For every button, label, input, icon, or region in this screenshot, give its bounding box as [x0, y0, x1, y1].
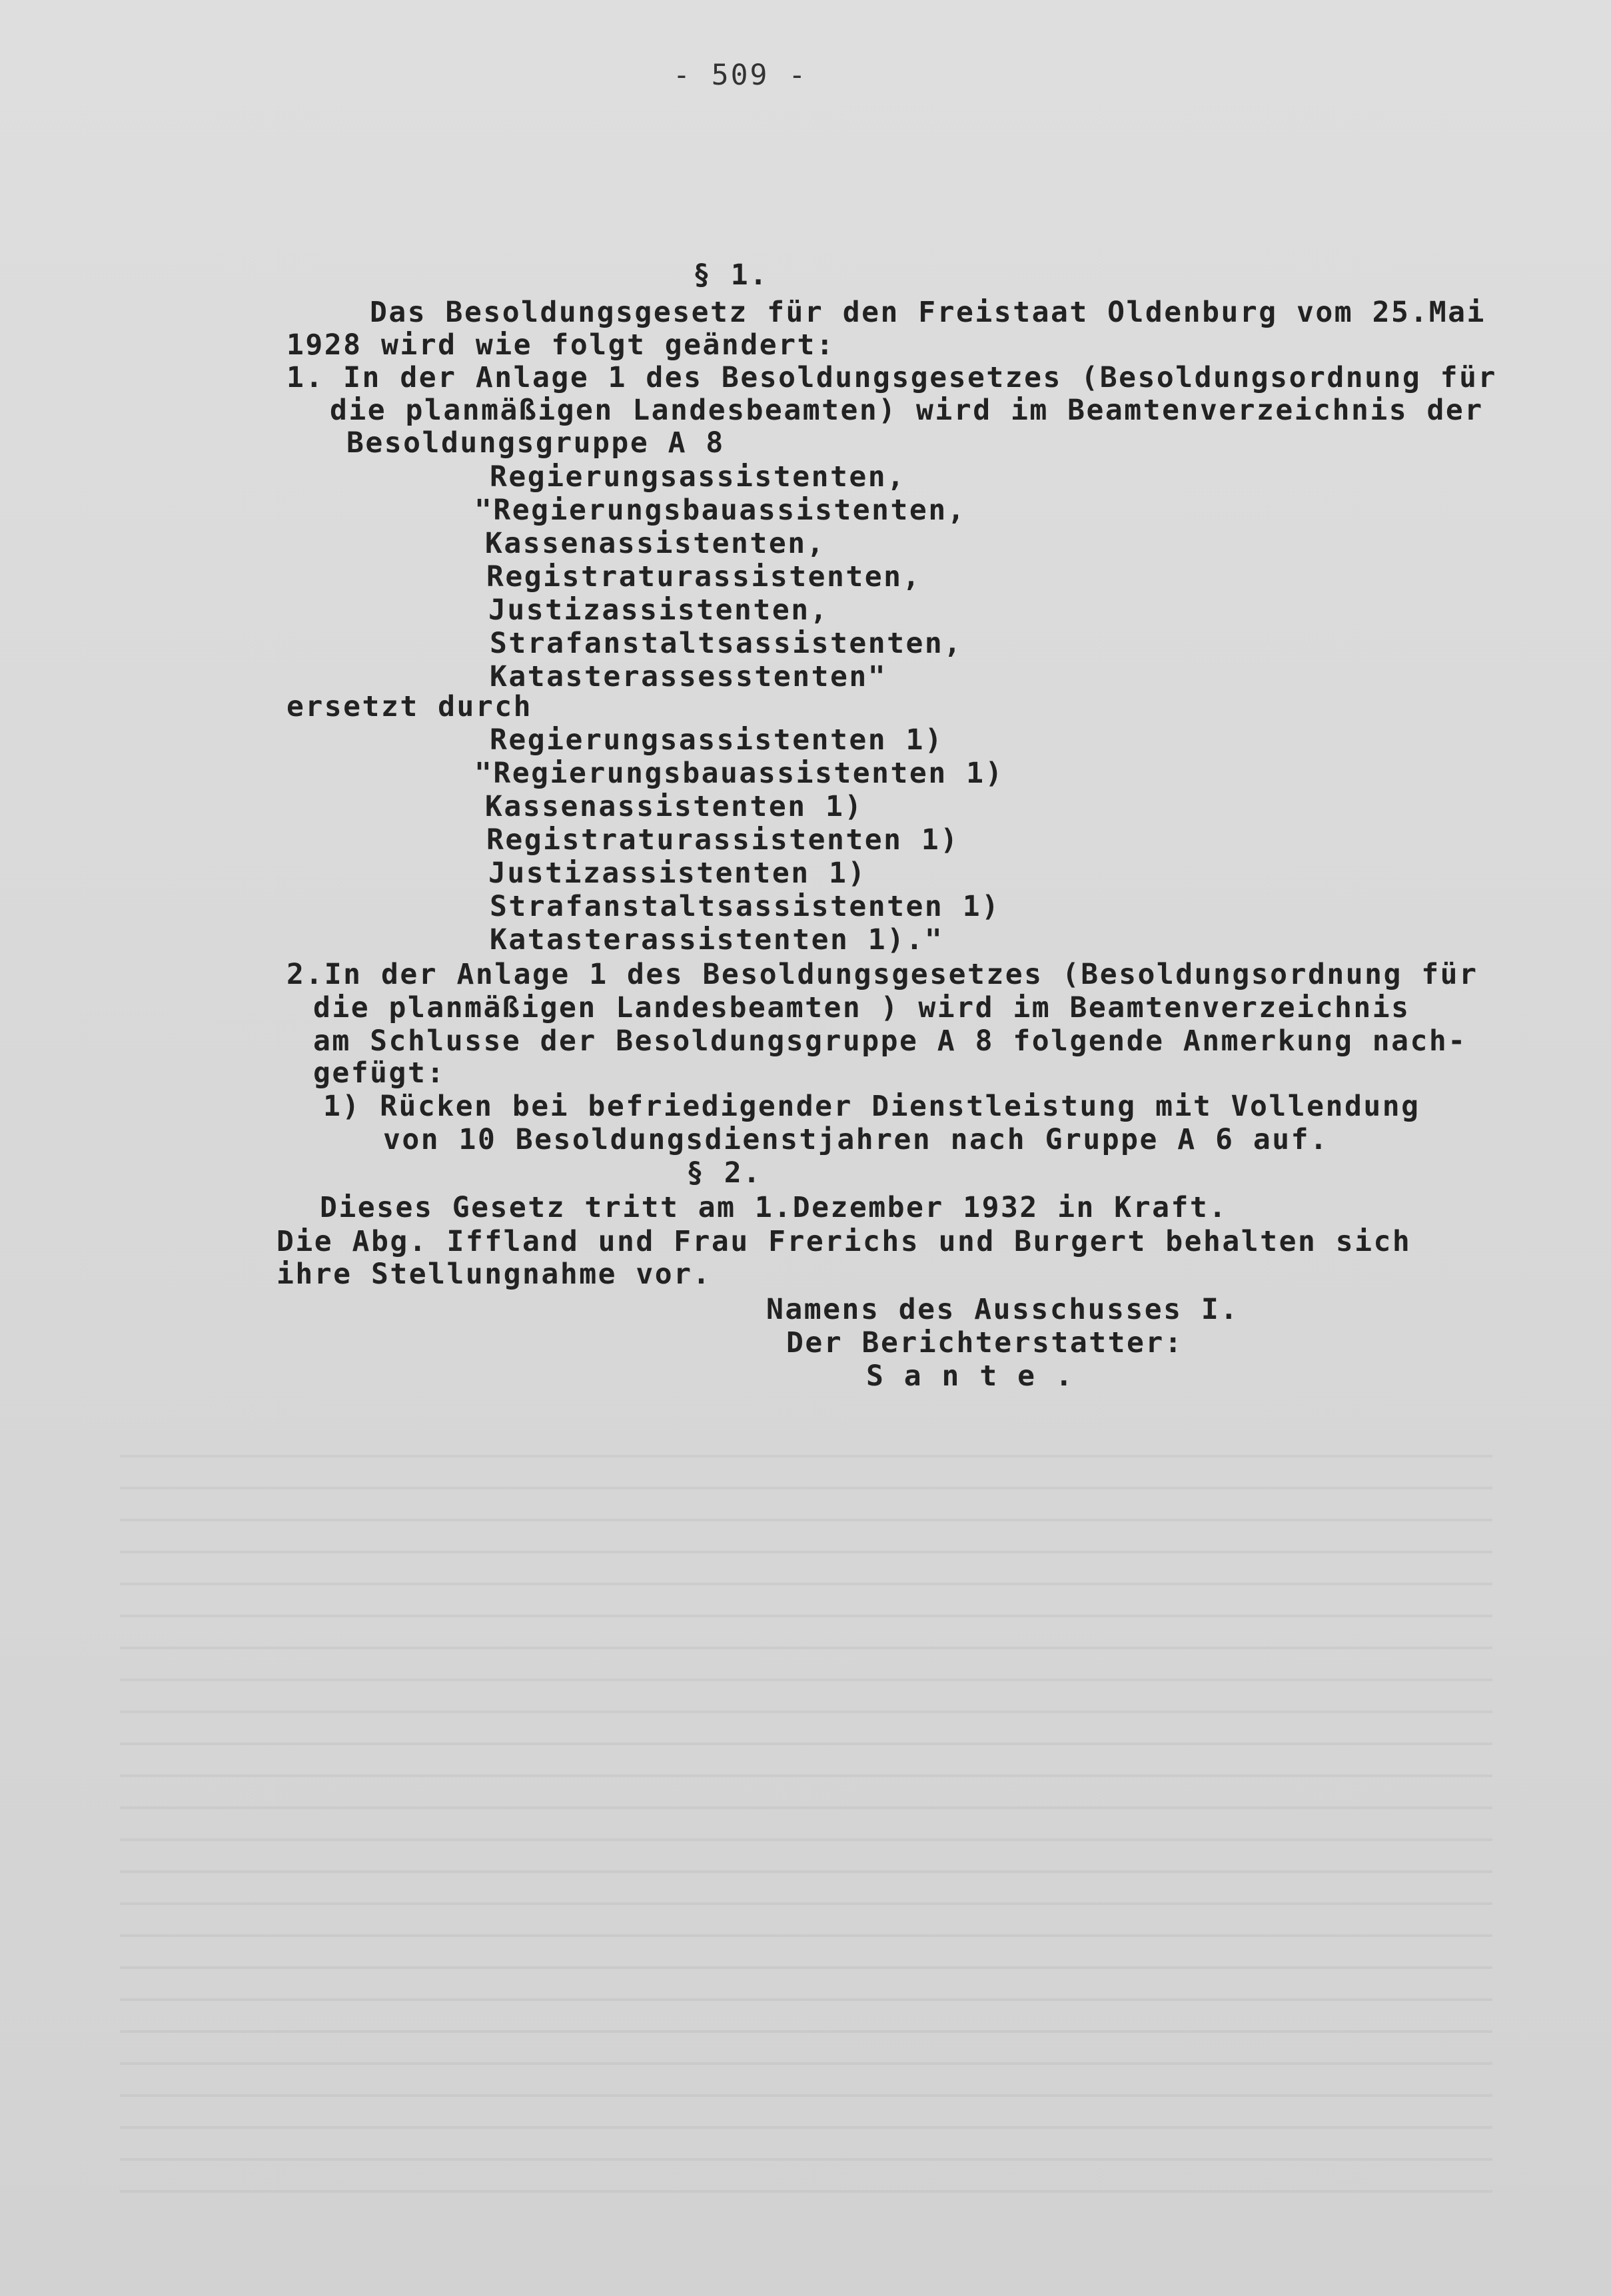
old-title-item: Registraturassistenten,	[486, 560, 921, 593]
new-title-item: Regierungsassistenten 1)	[490, 723, 944, 757]
old-title-item: Katasterassesstenten"	[490, 660, 887, 693]
reservation-line: ihre Stellungnahme vor.	[276, 1258, 712, 1291]
old-title-item: Justizassistenten,	[488, 593, 829, 627]
new-title-item: Strafanstaltsassistenten 1)	[490, 890, 1001, 923]
old-title-item: Strafanstaltsassistenten,	[490, 627, 963, 660]
footnote-line: von 10 Besoldungsdienstjahren nach Gruppe A 6 auf.	[383, 1123, 1329, 1156]
item-1-line: Besoldungsgruppe A 8	[346, 426, 725, 460]
footnote-line: 1) Rücken bei befriedigender Dienstleistung mit Vollendung	[323, 1090, 1420, 1123]
old-title-item: Regierungsassistenten,	[490, 460, 906, 494]
new-title-item: Registraturassistenten 1)	[486, 823, 959, 857]
page-number: - 509 -	[673, 59, 808, 92]
item-1-line: 1. In der Anlage 1 des Besoldungsgesetzes (Besoldungsordnung für	[286, 361, 1497, 394]
section-2-text: Dieses Gesetz tritt am 1.Dezember 1932 in Kraft.	[320, 1191, 1228, 1224]
item-2-line: 2.In der Anlage 1 des Besoldungsgesetzes (Besoldungsordnung für	[286, 958, 1478, 991]
item-2-line: gefügt:	[313, 1056, 446, 1090]
section-2-heading: § 2.	[686, 1156, 762, 1190]
bleed-through-text	[120, 1432, 1492, 2198]
intro-line: Das Besoldungsgesetz für den Freistaat Oldenburg vom 25.Mai	[370, 296, 1486, 329]
signature-name: S a n t e .	[866, 1359, 1075, 1393]
signature-committee: Namens des Ausschusses I.	[766, 1293, 1239, 1326]
signature-role: Der Berichterstatter:	[786, 1326, 1184, 1359]
section-1-heading: § 1.	[693, 258, 769, 292]
old-title-item: Kassenassistenten,	[485, 527, 825, 560]
new-title-item: "Regierungsbauassistenten 1)	[474, 757, 1004, 790]
reservation-line: Die Abg. Iffland und Frau Frerichs und Burgert behalten sich	[276, 1225, 1412, 1258]
new-title-item: Katasterassistenten 1)."	[490, 923, 944, 957]
replaced-by-label: ersetzt durch	[286, 690, 533, 723]
new-title-item: Justizassistenten 1)	[488, 857, 867, 890]
item-2-line: am Schlusse der Besoldungsgruppe A 8 folgende Anmerkung nach-	[313, 1024, 1467, 1058]
old-title-item: "Regierungsbauassistenten,	[474, 494, 967, 527]
item-2-line: die planmäßigen Landesbeamten ) wird im Beamtenverzeichnis	[313, 991, 1410, 1024]
intro-line: 1928 wird wie folgt geändert:	[286, 328, 835, 362]
new-title-item: Kassenassistenten 1)	[485, 790, 863, 823]
item-1-line: die planmäßigen Landesbeamten) wird im Beamtenverzeichnis der	[330, 394, 1484, 427]
